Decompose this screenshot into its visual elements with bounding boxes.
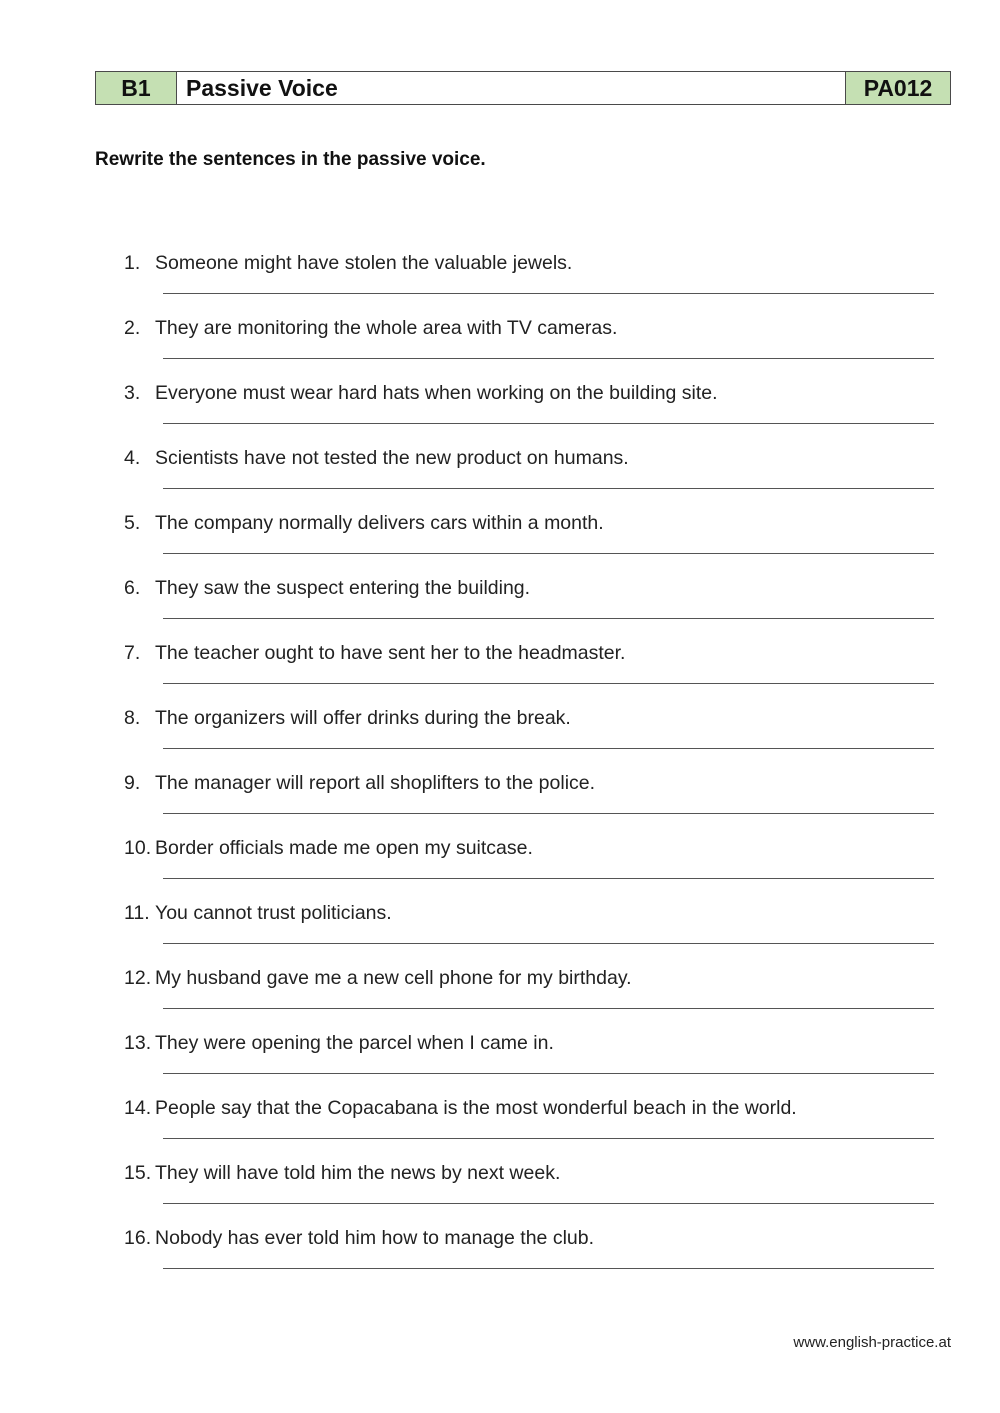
answer-line[interactable] bbox=[163, 1138, 934, 1139]
footer-website: www.english-practice.at bbox=[793, 1334, 951, 1351]
item-number: 12. bbox=[124, 967, 152, 989]
exercise-item bbox=[0, 1226, 1000, 1291]
item-sentence: The organizers will offer drinks during the break. bbox=[155, 707, 571, 729]
item-sentence: They were opening the parcel when I came in. bbox=[155, 1032, 554, 1054]
item-number: 5. bbox=[124, 512, 141, 534]
answer-line[interactable] bbox=[163, 878, 934, 879]
item-sentence: The manager will report all shoplifters to the police. bbox=[155, 772, 596, 794]
item-number: 13. bbox=[124, 1032, 152, 1054]
answer-line[interactable] bbox=[163, 1203, 934, 1204]
item-number: 8. bbox=[124, 707, 141, 729]
exercise-item bbox=[0, 381, 1000, 446]
item-sentence: Nobody has ever told him how to manage the club. bbox=[155, 1227, 595, 1249]
answer-line[interactable] bbox=[163, 618, 934, 619]
item-sentence: They saw the suspect entering the building. bbox=[155, 577, 531, 599]
item-number: 2. bbox=[124, 317, 141, 339]
answer-line[interactable] bbox=[163, 943, 934, 944]
item-number: 14. bbox=[124, 1097, 152, 1119]
exercise-item bbox=[0, 641, 1000, 706]
item-number: 9. bbox=[124, 772, 141, 794]
exercise-item bbox=[0, 901, 1000, 966]
instruction-text: Rewrite the sentences in the passive voice. bbox=[95, 149, 486, 170]
exercise-item bbox=[0, 511, 1000, 576]
item-number: 4. bbox=[124, 447, 141, 469]
item-sentence: They are monitoring the whole area with TV cameras. bbox=[155, 317, 618, 339]
item-sentence: Border officials made me open my suitcase. bbox=[155, 837, 533, 859]
item-sentence: The teacher ought to have sent her to the headmaster. bbox=[155, 642, 626, 664]
worksheet-title: Passive Voice bbox=[177, 72, 846, 104]
item-sentence: You cannot trust politicians. bbox=[155, 902, 392, 924]
exercise-item bbox=[0, 1031, 1000, 1096]
level-label: B1 bbox=[96, 72, 177, 104]
exercise-item bbox=[0, 966, 1000, 1031]
exercise-item bbox=[0, 836, 1000, 901]
item-number: 16. bbox=[124, 1227, 152, 1249]
item-number: 1. bbox=[124, 252, 141, 274]
item-sentence: Scientists have not tested the new product on humans. bbox=[155, 447, 629, 469]
item-sentence: They will have told him the news by next week. bbox=[155, 1162, 561, 1184]
answer-line[interactable] bbox=[163, 423, 934, 424]
answer-line[interactable] bbox=[163, 683, 934, 684]
exercise-item bbox=[0, 706, 1000, 771]
answer-line[interactable] bbox=[163, 1073, 934, 1074]
answer-line[interactable] bbox=[163, 748, 934, 749]
answer-line[interactable] bbox=[163, 293, 934, 294]
answer-line[interactable] bbox=[163, 553, 934, 554]
item-sentence: My husband gave me a new cell phone for my birthday. bbox=[155, 967, 632, 989]
worksheet-code: PA012 bbox=[846, 72, 950, 104]
answer-line[interactable] bbox=[163, 1008, 934, 1009]
exercise-item bbox=[0, 1161, 1000, 1226]
answer-line[interactable] bbox=[163, 813, 934, 814]
item-sentence: The company normally delivers cars within a month. bbox=[155, 512, 604, 534]
item-number: 7. bbox=[124, 642, 141, 664]
item-number: 11. bbox=[124, 902, 150, 924]
answer-line[interactable] bbox=[163, 358, 934, 359]
item-number: 6. bbox=[124, 577, 141, 599]
exercise-item bbox=[0, 446, 1000, 511]
exercise-item bbox=[0, 316, 1000, 381]
exercise-item bbox=[0, 1096, 1000, 1161]
exercise-item bbox=[0, 251, 1000, 316]
item-number: 15. bbox=[124, 1162, 152, 1184]
exercise-item bbox=[0, 771, 1000, 836]
item-sentence: Everyone must wear hard hats when working on the building site. bbox=[155, 382, 718, 404]
item-number: 10. bbox=[124, 837, 152, 859]
item-sentence: People say that the Copacabana is the most wonderful beach in the world. bbox=[155, 1097, 797, 1119]
item-sentence: Someone might have stolen the valuable jewels. bbox=[155, 252, 573, 274]
answer-line[interactable] bbox=[163, 488, 934, 489]
answer-line[interactable] bbox=[163, 1268, 934, 1269]
exercise-item bbox=[0, 576, 1000, 641]
item-number: 3. bbox=[124, 382, 141, 404]
